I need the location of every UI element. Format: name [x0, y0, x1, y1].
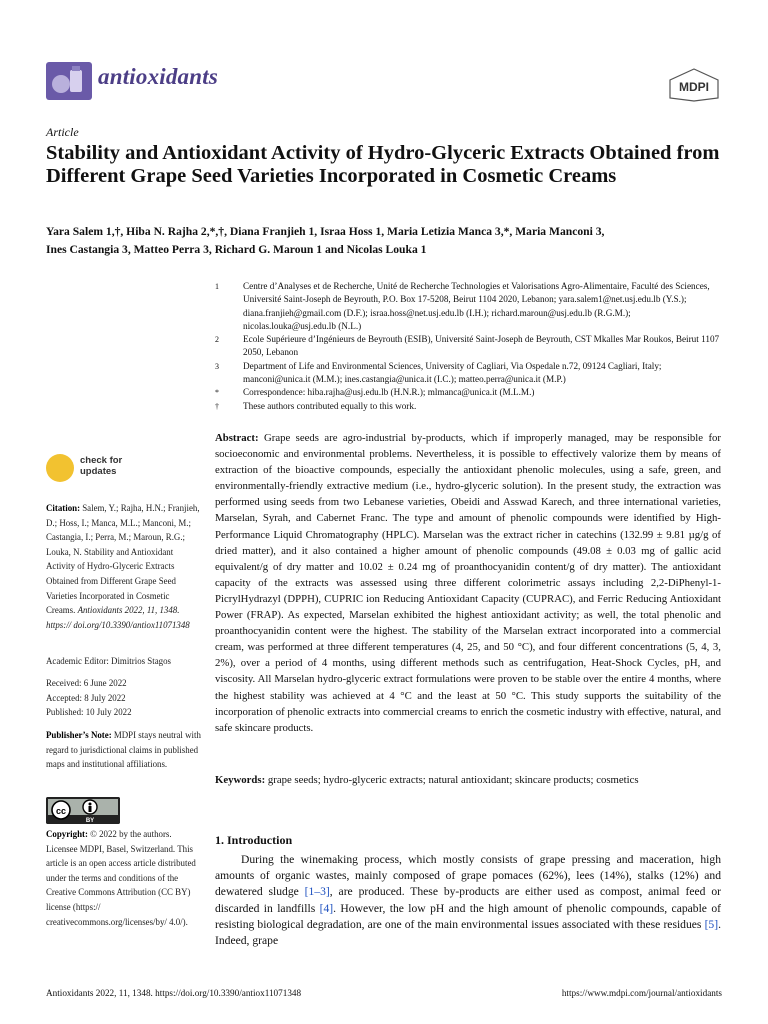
affiliation-2: 2 Ecole Supérieure d’Ingénieurs de Beyrouth (ESIB), Université Saint-Joseph de Beyrouth, CST Mkalles Mar Roukos, Beirut 1107 2050, Lebanon	[215, 334, 720, 358]
keywords	[215, 772, 721, 788]
footer-journal-url[interactable]: https://www.mdpi.com/journal/antioxidants	[561, 988, 722, 998]
reference-link[interactable]: [4]	[319, 901, 334, 915]
received-date: Received: 6 June 2022	[46, 678, 127, 688]
mdpi-logo-icon	[668, 68, 720, 102]
academic-editor: Academic Editor: Dimitrios Stagos	[46, 656, 171, 666]
abstract	[215, 430, 721, 736]
journal-logo-icon	[46, 62, 92, 100]
copyright-label: Copyright:	[46, 829, 88, 839]
publisher-note	[46, 728, 201, 772]
check-updates-line1: check for	[80, 455, 123, 466]
citation-journal-ref[interactable]: Antioxidants 2022, 11, 1348. https:// doi.org/10.3390/antiox11071348	[46, 605, 190, 630]
check-updates-line2: updates	[80, 466, 117, 477]
keywords-label: Keywords:	[215, 774, 266, 786]
cc-badge-text: cc	[55, 806, 67, 816]
author-line-1: Yara Salem 1,†, Hiba N. Rajha 2,*,†, Diana Franjieh 1, Israa Hoss 1, Maria Letizia Manca 3,*, Maria Manconi 3,	[46, 225, 605, 238]
author-line-2: Ines Castangia 3, Matteo Perra 3, Richard G. Maroun 1 and Nicolas Louka 1	[46, 243, 427, 256]
correspondence: * Correspondence: hiba.rajha@usj.edu.lb (H.N.R.); mlmanca@unica.it (M.L.M.)	[215, 387, 535, 398]
by-badge-text: BY	[85, 818, 95, 824]
published-date: Published: 10 July 2022	[46, 707, 132, 718]
affiliations	[215, 280, 725, 413]
reference-link[interactable]: [5]	[704, 917, 719, 931]
abstract-text: Grape seeds are agro-industrial by-products, which if improperly managed, may be responsible for socioeconomic and environmental problems. Nevertheless, it is possible to effectively valorize them by means of extraction of the bioactive compounds, especially the antioxidant phenolic molecules, using a safe, green, and environmentally-friendly extractive medium (i.e., hydro-glyceric solution). In the present study, the extraction was performed using seeds from two Lebanese varieties, Obeidi and Asswad Karech, and three international varieties, Marselan, Syrah, and Cabernet Franc. The type and amount of phenolic compounds were identified by High-Performance Liquid Chromatography (HPLC). Marselan was the extract richer in catechins (132.99 ± 9.81 µg/g of dried matter), and it also contained a higher amount of phenolic compounds (49.08 ± 0.03 mg of gallic acid equivalent/g of dry matter and 10.02 ± 0.24 mg of proanthocyanidin content/g of dry matter). The antioxidant capacity of the extracts was assessed using three different colorimetric assays including 2,2-DiPhenyl-1-PicrylHydrazyl (DPPH), CUPRIC ion Reducing Antioxidant Capacity (CUPRAC), and Ferric Reducing Antioxidant Power (FRAP). As expected, Marselan exhibited the highest antioxidant activity; as well, the total phenolic and proanthocyanidin content were the highest. The stability of the Marselan extract incorporated into a commercial cream, was performed at three different temperatures (4, 25, and 50 °C), and four different concentrations (5, 4, 3, 2%), over a period of 4 months, using different methods such as centrifugation, Heat-Shock Cycles, pH, and viscosity. All Marselan hydro-glyceric extract formulations were proven to be stable over the entire 4 months, where the highest stability was achieved at 4 °C and the least at 50 °C. This study supports the suitability of the incorporation of phenolic extracts into commercial creams to enrich the cosmetic industry with effective, natural, and safe skincare products.	[215, 432, 721, 734]
copyright-block	[46, 827, 201, 929]
citation-text: Salem, Y.; Rajha, H.N.; Franjieh, D.; Hoss, I.; Manca, M.L.; Manconi, M.; Castangia, I.; Perra, M.; Maroun, R.G.; Louka, N. Stability and Antioxidant Activity of Hydro-Glyceric Extracts Obtained from Different Grape Seed Varieties Incorporated in Cosmetic Creams.	[46, 503, 200, 616]
intro-paragraph: During the winemaking process, which mostly consists of grape pressing and maceration, high amounts of organic wastes, mainly composed of grape pomaces (62%), lees (14%), stalks (12%) and dewatered sludge [1–3], are produced. These by-products are either used as compost, animal feed or discarded in landfills [4]. However, the low pH and the high amount of phenolic compounds, capable of resisting biological degradation, are one of the main environmental issues associated with these residues [5]. Indeed, grape	[215, 853, 721, 948]
reference-link[interactable]: [1–3]	[304, 885, 330, 899]
equal-contribution-note: † These authors contributed equally to this work.	[215, 400, 417, 411]
abstract-label: Abstract:	[215, 432, 259, 444]
citation-block	[46, 501, 201, 632]
check-for-updates-button[interactable]	[46, 450, 156, 498]
article-type: Article	[46, 125, 79, 139]
accepted-date: Accepted: 8 July 2022	[46, 692, 126, 703]
citation-label: Citation:	[46, 503, 81, 513]
affiliation-1: 1 Centre d’Analyses et de Recherche, Unité de Recherche Technologies et Valorisations Agro-Alimentaire, Faculté des Sciences, Université Saint-Joseph de Beyrouth, P.O. Box 17-5208, Beirut 1104 2020, Lebanon; yara.salem1@net.usj.edu.lb (Y.S.); diana.franjieh@gmail.com (D.F.); israa.hoss@net.usj.edu.lb (I.H.); richard.maroun@usj.edu.lb (R.G.M.); nicolas.louka@usj.edu.lb (N.L.)	[215, 281, 710, 331]
affiliation-3: 3 Department of Life and Environmental Sciences, University of Cagliari, Via Ospedale n.72, 09124 Cagliari, Italy; manconi@unica.it (M.M.); ines.castangia@unica.it (I.C.); matteo.perra@unica.it (M.P.)	[215, 360, 662, 385]
section-title: 1. Introduction	[215, 833, 293, 847]
publisher-note-text: MDPI stays neutral with regard to jurisdictional claims in published maps and institutional affiliations.	[46, 730, 201, 770]
dates-block	[46, 676, 201, 720]
paper-title: Stability and Antioxidant Activity of Hydro-Glyceric Extracts Obtained from Different Grape Seed Varieties Incorporated in Cosmetic Creams	[46, 142, 720, 187]
footer-citation[interactable]: Antioxidants 2022, 11, 1348. https://doi.org/10.3390/antiox11071348	[46, 988, 302, 998]
cc-by-license-icon[interactable]	[46, 797, 120, 824]
check-updates-icon	[46, 454, 74, 482]
author-list	[46, 223, 736, 259]
keywords-text: grape seeds; hydro-glyceric extracts; natural antioxidant; skincare products; cosmetics	[267, 774, 639, 786]
publisher-name: MDPI	[679, 80, 709, 94]
copyright-text: © 2022 by the authors. Licensee MDPI, Basel, Switzerland. This article is an open access article distributed under the terms and conditions of the Creative Commons Attribution (CC BY) license (https:// creativecommons.org/licenses/by/ 4.0/).	[46, 829, 196, 927]
publisher-note-label: Publisher’s Note:	[46, 730, 112, 740]
journal-name: antioxidants	[98, 64, 218, 89]
